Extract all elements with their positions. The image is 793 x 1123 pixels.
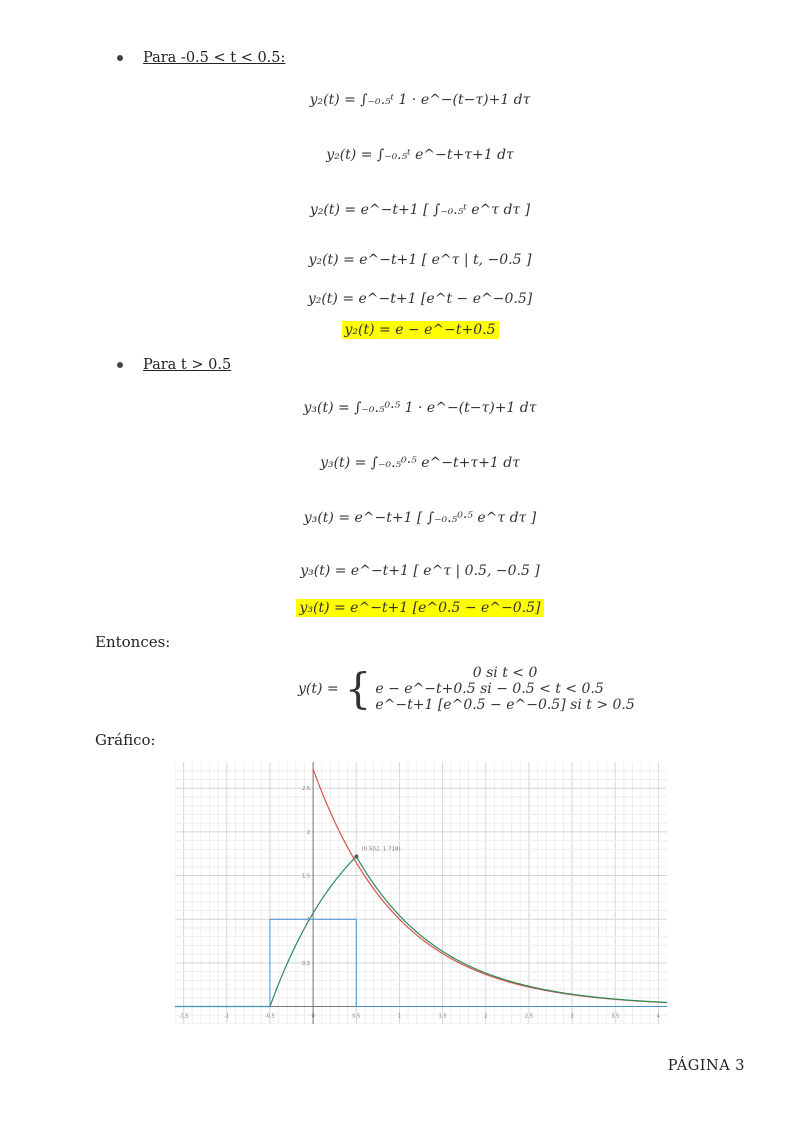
annotation-group	[354, 846, 400, 858]
result-text: y₃(t) = e^−t+1 [e^0.5 − e^−0.5]	[296, 599, 543, 617]
y-tick-label: 2	[306, 829, 311, 836]
x-tick-label: 3	[570, 1013, 574, 1020]
case-2: e − e^−t+0.5 si − 0.5 < t < 0.5	[375, 681, 604, 697]
x-tick-label: 2.5	[524, 1013, 533, 1020]
piecewise-lhs: y(t) =	[298, 681, 339, 697]
equation: y₂(t) = ∫₋₀.₅ᵗ e^−t+τ+1 dτ	[326, 147, 514, 163]
x-tick-label: 4	[656, 1013, 660, 1020]
grid	[175, 762, 667, 1024]
case-3: e^−t+1 [e^0.5 − e^−0.5] si t > 0.5	[375, 697, 635, 713]
y-tick-label: 0.5	[302, 960, 311, 967]
x-tick-label: -1	[224, 1013, 230, 1020]
annotation-label: (0.502, 1.718)	[361, 846, 401, 853]
equation: y₃(t) = ∫₋₀.₅⁰·⁵ 1 · e^−(t−τ)+1 dτ	[303, 400, 537, 416]
page-number: PÁGINA 3	[667, 1058, 745, 1074]
equation: y₃(t) = e^−t+1 [ e^τ | 0.5, −0.5 ]	[300, 563, 540, 579]
entonces-text: Entonces:	[95, 633, 171, 651]
bullet-dot	[117, 362, 123, 368]
equation: y₃(t) = e^−t+1 [ ∫₋₀.₅⁰·⁵ e^τ dτ ]	[303, 510, 537, 526]
x-tick-label: 3.5	[611, 1013, 620, 1020]
equation: y₂(t) = e^−t+1 [ e^τ | t, −0.5 ]	[308, 252, 532, 268]
bullet-label: Para -0.5 < t < 0.5:	[143, 50, 286, 66]
annotation-point	[354, 854, 358, 858]
series-green-line	[175, 856, 667, 1006]
series-red-line	[313, 769, 667, 1002]
grafico-text: Gráfico:	[95, 731, 156, 749]
bullet-dot	[117, 55, 123, 61]
x-tick-label: 0	[311, 1013, 315, 1020]
highlighted-result	[280, 322, 560, 338]
bullet-section-2	[117, 50, 285, 66]
bullet-label: Para t > 0.5	[143, 357, 232, 373]
x-tick-label: -1.5	[178, 1013, 189, 1020]
y-tick-label: 1	[306, 917, 311, 924]
equation: y₂(t) = ∫₋₀.₅ᵗ 1 · e^−(t−τ)+1 dτ	[309, 92, 531, 108]
equation: y₃(t) = ∫₋₀.₅⁰·⁵ e^−t+τ+1 dτ	[320, 455, 520, 471]
x-tick-label: 1	[397, 1013, 402, 1020]
brace: {	[344, 664, 372, 713]
case-1: 0 si t < 0	[472, 665, 538, 681]
x-tick-label: 2	[484, 1013, 488, 1020]
tick-labels	[179, 786, 660, 1019]
equation: y₂(t) = e^−t+1 [e^t − e^−0.5]	[307, 291, 533, 307]
piecewise-equation	[298, 665, 635, 713]
x-tick-label: -0.5	[265, 1013, 275, 1020]
function-graph	[175, 762, 667, 1024]
y-tick-label: 2.5	[302, 786, 311, 793]
equation: y₂(t) = e^−t+1 [ ∫₋₀.₅ᵗ e^τ dτ ]	[309, 202, 531, 218]
x-tick-label: 0.5	[352, 1013, 361, 1020]
bullet-section-3	[117, 357, 231, 373]
highlighted-result	[280, 600, 560, 616]
series-lines	[175, 769, 667, 1006]
result-text: y₂(t) = e − e^−t+0.5	[342, 321, 499, 339]
piecewise-cases	[375, 665, 634, 713]
x-tick-label: 1.5	[438, 1013, 447, 1020]
y-tick-label: 1.5	[302, 873, 311, 880]
